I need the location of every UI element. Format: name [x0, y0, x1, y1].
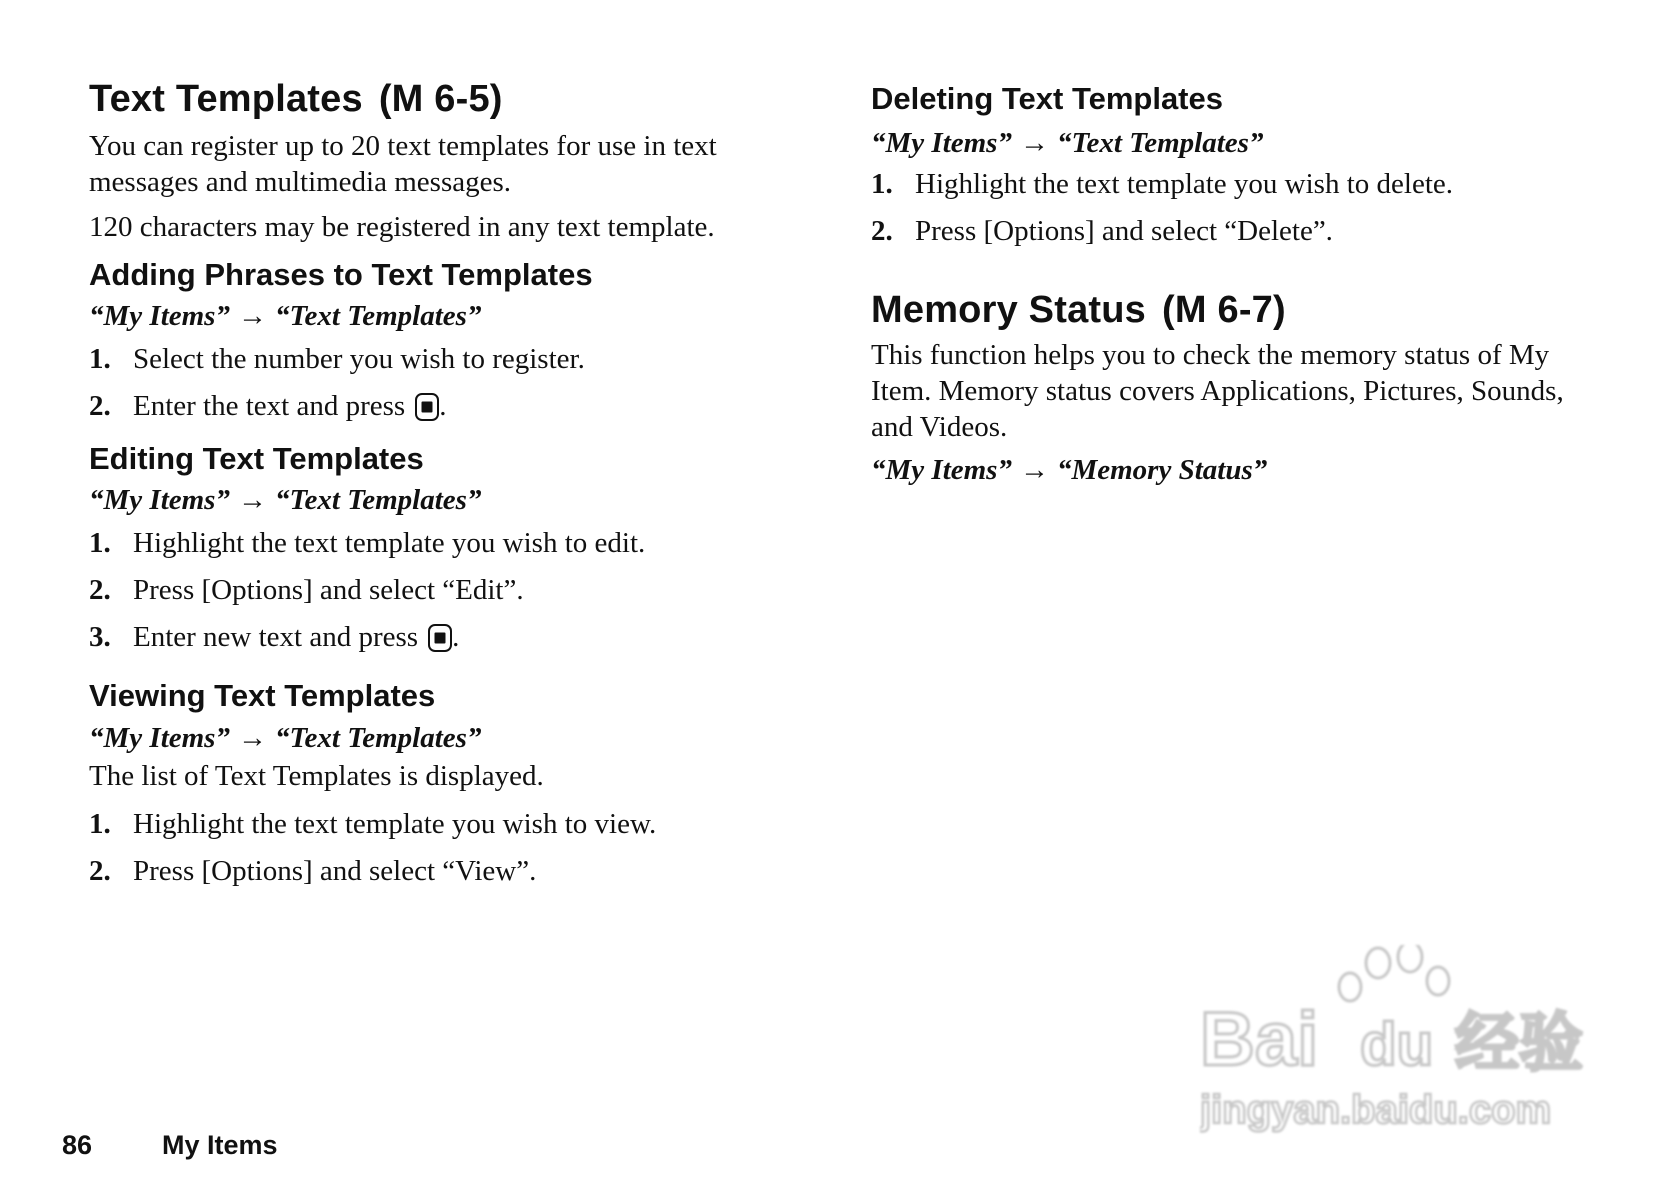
menu-path-to: “Text Templates”: [274, 484, 482, 516]
menu-path-viewing: [89, 722, 481, 755]
page-number: 86: [62, 1130, 93, 1160]
step-item: [89, 390, 446, 423]
step-number: 1.: [89, 343, 111, 375]
menu-path-from: “My Items”: [89, 484, 230, 516]
arrow-icon: →: [1019, 454, 1049, 486]
menu-path-from: “My Items”: [871, 454, 1012, 486]
arrow-icon: →: [237, 484, 267, 516]
memory-status-title-code: (M 6-7): [1162, 289, 1286, 331]
step-item: [871, 215, 1333, 248]
step-number: 2.: [89, 574, 111, 606]
arrow-icon: →: [237, 722, 267, 754]
memory-status-title-text: Memory Status: [871, 289, 1147, 331]
menu-path-from: “My Items”: [89, 722, 230, 754]
step-item: [89, 808, 656, 841]
arrow-icon: →: [1019, 127, 1049, 159]
watermark-brand: Bai: [1200, 997, 1319, 1082]
step-text: Press [Options] and select “Edit”.: [133, 574, 524, 606]
menu-path-deleting: [871, 127, 1263, 160]
step-suffix: .: [452, 621, 460, 653]
step-item: [89, 574, 524, 607]
step-text: Highlight the text template you wish to view.: [133, 808, 657, 840]
menu-path-editing: [89, 484, 481, 517]
step-text: Highlight the text template you wish to delete.: [915, 168, 1454, 200]
step-item: [89, 855, 536, 888]
step-number: 2.: [89, 390, 111, 422]
step-number: 2.: [871, 215, 893, 247]
section-heading-viewing: Viewing Text Templates: [89, 678, 436, 713]
step-item: [89, 343, 585, 376]
step-text: Enter the text and press: [133, 390, 406, 422]
watermark-cn: 经验: [1455, 1007, 1583, 1081]
page-title-code: (M 6-5): [378, 78, 503, 120]
menu-path-to: “Memory Status”: [1056, 454, 1268, 486]
step-number: 3.: [89, 621, 111, 653]
section-heading-editing: Editing Text Templates: [89, 441, 424, 476]
step-text: Press [Options] and select “Delete”.: [915, 215, 1333, 247]
center-key-icon: [415, 393, 439, 421]
step-suffix: .: [439, 390, 447, 422]
watermark-brand2: du: [1360, 1011, 1434, 1078]
menu-path-from: “My Items”: [871, 127, 1012, 159]
memory-status-intro: This function helps you to check the memory status of My Item. Memory status covers Applications, Pictures, Sounds, and Videos.: [871, 339, 1564, 443]
step-item: [89, 527, 645, 560]
section-heading-deleting: Deleting Text Templates: [871, 81, 1223, 116]
intro-paragraph-2: 120 characters may be registered in any text template.: [89, 211, 715, 243]
baidu-jingyan-watermark-icon: [1200, 945, 1620, 1135]
menu-path-to: “Text Templates”: [274, 300, 482, 332]
step-text: Select the number you wish to register.: [133, 343, 585, 375]
page-title-text: Text Templates: [89, 78, 363, 120]
step-number: 1.: [871, 168, 893, 200]
center-key-icon: [428, 624, 452, 652]
step-number: 2.: [89, 855, 111, 887]
viewing-note: The list of Text Templates is displayed.: [89, 760, 544, 792]
arrow-icon: →: [237, 300, 267, 332]
step-text: Highlight the text template you wish to edit.: [133, 527, 646, 559]
menu-path-from: “My Items”: [89, 300, 230, 332]
memory-status-title: [871, 289, 1286, 332]
step-number: 1.: [89, 808, 111, 840]
step-item: [89, 621, 459, 654]
section-heading-adding: Adding Phrases to Text Templates: [89, 257, 593, 292]
menu-path-to: “Text Templates”: [1056, 127, 1264, 159]
step-number: 1.: [89, 527, 111, 559]
page-title: [89, 78, 503, 121]
menu-path-adding: [89, 300, 481, 333]
watermark-url: jingyan.baidu.com: [1200, 1088, 1552, 1132]
menu-path-memory: [871, 454, 1267, 487]
step-text: Press [Options] and select “View”.: [133, 855, 537, 887]
step-text: Enter new text and press: [133, 621, 419, 653]
menu-path-to: “Text Templates”: [274, 722, 482, 754]
intro-paragraph-1: You can register up to 20 text templates for use in text messages and multimedia messages.: [89, 130, 717, 198]
step-item: [871, 168, 1453, 201]
footer-section-title: My Items: [162, 1130, 278, 1160]
